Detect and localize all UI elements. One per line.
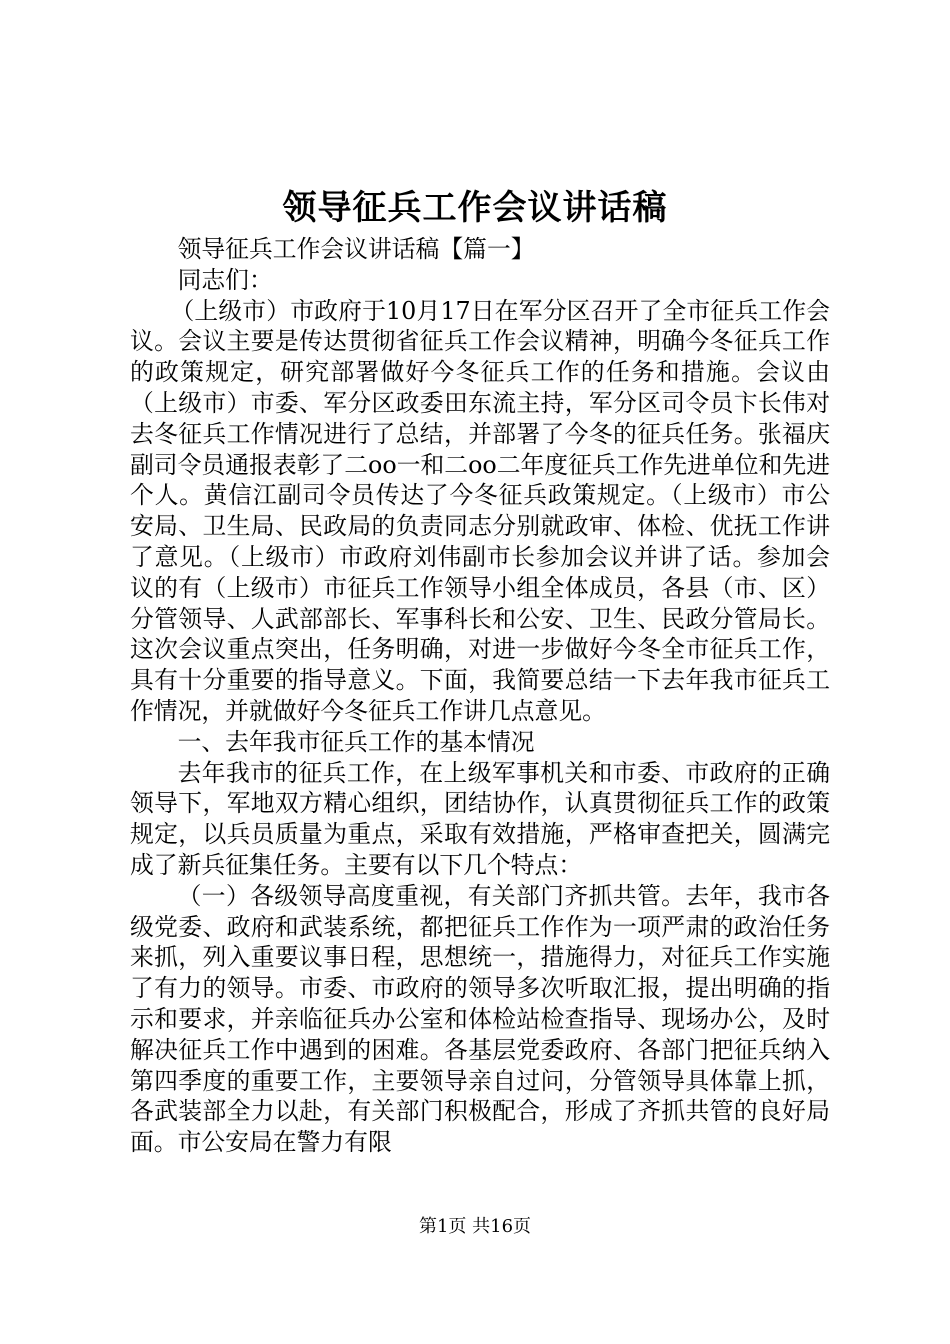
- paragraph: 去年我市的征兵工作，在上级军事机关和市委、市政府的正确领导下，军地双方精心组织，团结协作，认真贯彻征兵工作的政策规定，以兵员质量为重点，采取有效措施，严格审查把关，圆满完成了新兵征集任务。主要有以下几个特点：: [130, 758, 830, 879]
- document-title: 领导征兵工作会议讲话稿: [282, 188, 668, 228]
- section-heading: 领导征兵工作会议讲话稿【篇一】: [177, 235, 535, 263]
- paragraph: （一）各级领导高度重视，有关部门齐抓共管。去年，我市各级党委、政府和武装系统，都把征兵工作作为一项严肃的政治任务来抓，列入重要议事日程，思想统一，措施得力，对征兵工作实施了有力的领导。市委、市政府的领导多次听取汇报，提出明确的指示和要求，并亲临征兵办公室和体检站检查指导、现场办公，及时解决征兵工作中遇到的困难。各基层党委政府、各部门把征兵纳入第四季度的重要工作，主要领导亲自过问，分管领导具体靠上抓，各武装部全力以赴，有关部门积极配合，形成了齐抓共管的良好局面。市公安局在警力有限: [130, 881, 830, 1157]
- page-footer: 第1页 共16页: [418, 1216, 532, 1237]
- document-body: [130, 234, 830, 1158]
- salutation: 同志们：: [177, 265, 273, 294]
- paragraph: （上级市）市政府于10月17日在军分区召开了全市征兵工作会议。会议主要是传达贯彻省征兵工作会议精神，明确今冬征兵工作的政策规定，研究部署做好今冬征兵工作的任务和措施。会议由（上级市）市委、军分区政委田东流主持，军分区司令员卞长伟对去冬征兵工作情况进行了总结，并部署了今冬的征兵任务。张福庆副司令员通报表彰了二oo一和二oo二年度征兵工作先进单位和先进个人。黄信江副司令员传达了今冬征兵政策规定。（上级市）市公安局、卫生局、民政局的负责同志分别就政审、体检、优抚工作讲了意见。（上级市）市政府刘伟副市长参加会议并讲了话。参加会议的有（上级市）市征兵工作领导小组全体成员，各县（市、区）分管领导、人武部部长、军事科长和公安、卫生、民政分管局长。这次会议重点突出，任务明确，对进一步做好今冬全市征兵工作，具有十分重要的指导意义。下面，我简要总结一下去年我市征兵工作情况，并就做好今冬征兵工作讲几点意见。: [130, 296, 830, 725]
- section-heading: 一、去年我市征兵工作的基本情况: [177, 727, 535, 756]
